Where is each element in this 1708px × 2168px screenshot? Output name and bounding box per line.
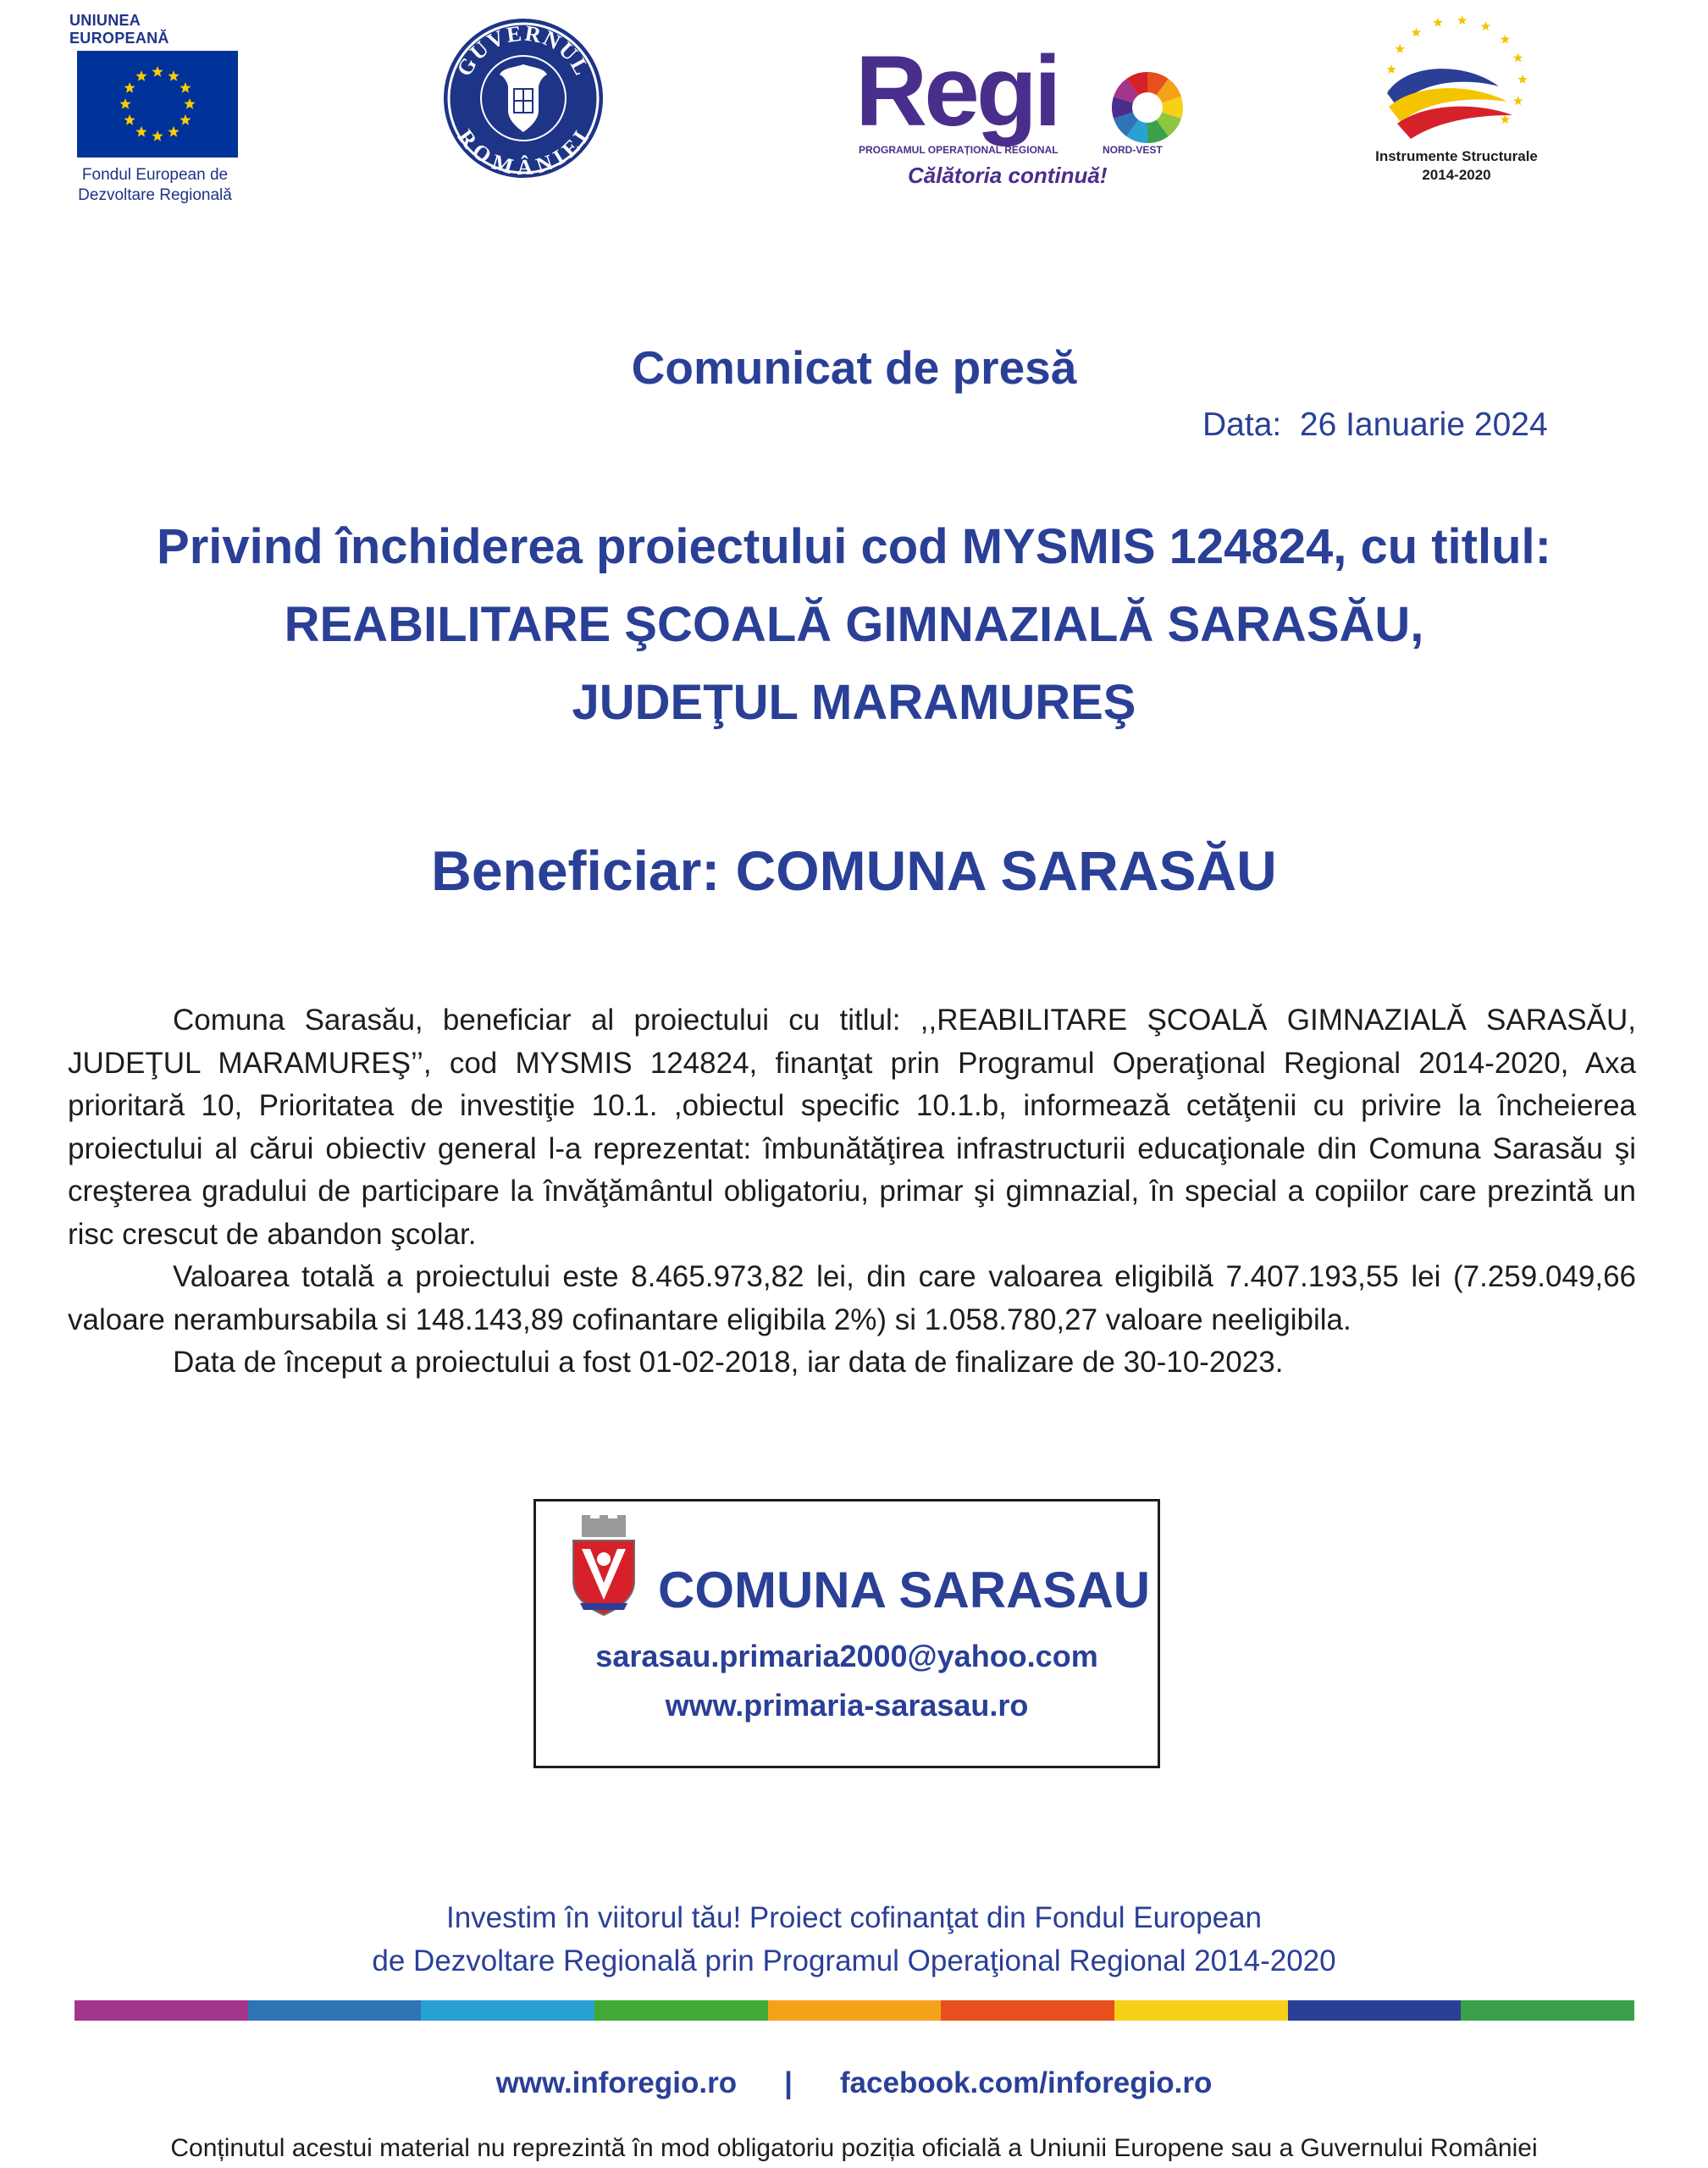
- contact-name: COMUNA SARASAU: [658, 1562, 1151, 1618]
- contact-email[interactable]: sarasau.primaria2000@yahoo.com: [595, 1639, 1098, 1673]
- project-title-line1: Privind închiderea proiectului cod MYSMIS 124824, cu titlul:: [157, 519, 1551, 574]
- press-release-heading: Comunicat de presă: [631, 341, 1077, 394]
- seal-bottom-text: ROMÂNIEI: [452, 124, 595, 180]
- instrumente-structurale-icon: [1372, 12, 1541, 147]
- government-logo: [440, 15, 606, 181]
- instrumente-line2: 2014-2020: [1422, 167, 1491, 183]
- footer-separator: |: [784, 2066, 793, 2099]
- seal-top-text: GUVERNUL: [451, 20, 595, 80]
- stripe-segment: [941, 2000, 1114, 2021]
- eu-fund-line1: Fondul European de: [81, 166, 229, 184]
- footer-line-2: de Dezvoltare Regională prin Programul Operaţional Regional 2014-2020: [372, 1944, 1336, 1977]
- stripe-segment: [75, 2000, 248, 2021]
- instrumente-structurale-logo: [1338, 12, 1575, 190]
- contact-website[interactable]: www.primaria-sarasau.ro: [665, 1688, 1029, 1723]
- instrumente-star: [1513, 53, 1523, 63]
- instrumente-star: [1412, 28, 1421, 37]
- regio-region-label: NORD-VEST: [1103, 144, 1163, 156]
- eu-fund-line2: Dezvoltare Regională: [78, 186, 232, 204]
- instrumente-star: [1396, 44, 1405, 53]
- stripe-segment: [1114, 2000, 1288, 2021]
- instrumente-star: [1386, 64, 1396, 74]
- eu-flag-icon: [77, 51, 238, 158]
- body-paragraph-2: Valoarea totală a proiectului este 8.465.973,82 lei, din care valoarea eligibilă 7.407.193,55 lei (7.259.049,66 valoare nerambursabila si 148.143,89 cofinantare eligibila 2%) si 1.058.780,27 valoare neeligibila.: [68, 1260, 1636, 1336]
- stripe-segment: [594, 2000, 768, 2021]
- instrumente-star: [1517, 75, 1527, 84]
- footer-line-1: Investim în viitorul tău! Proiect cofinanţat din Fondul European: [445, 1901, 1263, 1934]
- body-paragraph-1: Comuna Sarasău, beneficiar al proiectului cu titlul: ,,REABILITARE ŞCOALĂ GIMNAZIALĂ SARASĂU, JUDEŢUL MARAMUREŞ’’, cod MYSMIS 124824, finanţat prin Programul Operaţional Regional 2014-2020, Axa prioritară 10, Prioritatea de investiţie 10.1. ,obiectul specific 10.1.b, informează cetăţenii cu privire la încheierea proiectului al cărui obiectiv general l-a reprezentat: îmbunătăţirea infrastructurii educaţionale din Comuna Sarasău şi creşterea gradului de participare la învăţământul obligatoriu, primar şi gimnazial, în special a copiilor care prezintă un risc crescut de abandon şcolar.: [68, 1004, 1636, 1251]
- regio-logo: [855, 36, 1194, 193]
- project-title-line2: REABILITARE ŞCOALĂ GIMNAZIALĂ SARASĂU,: [284, 597, 1424, 652]
- press-body: [68, 999, 1636, 1385]
- inforegio-link[interactable]: www.inforegio.ro: [495, 2066, 738, 2099]
- project-title-line3: JUDEŢUL MARAMUREŞ: [572, 675, 1136, 730]
- disclaimer: Conținutul acestui material nu reprezintă în mod obligatoriu poziția oficială a Uniunii Europene sau a Guvernului României: [170, 2134, 1538, 2162]
- facebook-link[interactable]: facebook.com/inforegio.ro: [839, 2066, 1213, 2099]
- regio-color-wheel-icon: [1111, 71, 1184, 144]
- instrumente-star: [1457, 15, 1467, 25]
- regio-tagline: Călătoria continuă!: [908, 163, 1108, 188]
- footer-links: [0, 2066, 1708, 2100]
- instrumente-star: [1501, 114, 1510, 124]
- contact-box: [533, 1499, 1160, 1768]
- instrumente-star: [1433, 18, 1442, 27]
- instrumente-star: [1513, 96, 1523, 105]
- government-seal-icon: [440, 15, 606, 181]
- instrumente-star: [1481, 21, 1490, 30]
- stripe-segment: [421, 2000, 594, 2021]
- sarasau-coat-of-arms-icon: [570, 1515, 638, 1617]
- regio-program-label: PROGRAMUL OPERAȚIONAL REGIONAL: [859, 144, 1059, 156]
- instrumente-line1: Instrumente Structurale: [1375, 148, 1538, 164]
- stripe-segment: [1288, 2000, 1462, 2021]
- regio-wordmark: Regi: [855, 36, 1059, 147]
- project-title: [0, 508, 1708, 742]
- stripe-segment: [248, 2000, 422, 2021]
- color-stripe: [75, 2000, 1634, 2021]
- beneficiary-heading: Beneficiar: COMUNA SARASĂU: [431, 839, 1277, 902]
- instrumente-star: [1501, 35, 1510, 44]
- eu-label: UNIUNEA EUROPEANĂ: [69, 12, 169, 47]
- instrumente-label: [1338, 147, 1575, 185]
- press-date: Data: 26 Ianuarie 2024: [1202, 406, 1548, 443]
- stripe-segment: [768, 2000, 942, 2021]
- eu-logo: [66, 12, 244, 206]
- body-paragraph-3: Data de început a proiectului a fost 01-02-2018, iar data de finalizare de 30-10-2023.: [173, 1346, 1284, 1379]
- stripe-segment: [1461, 2000, 1634, 2021]
